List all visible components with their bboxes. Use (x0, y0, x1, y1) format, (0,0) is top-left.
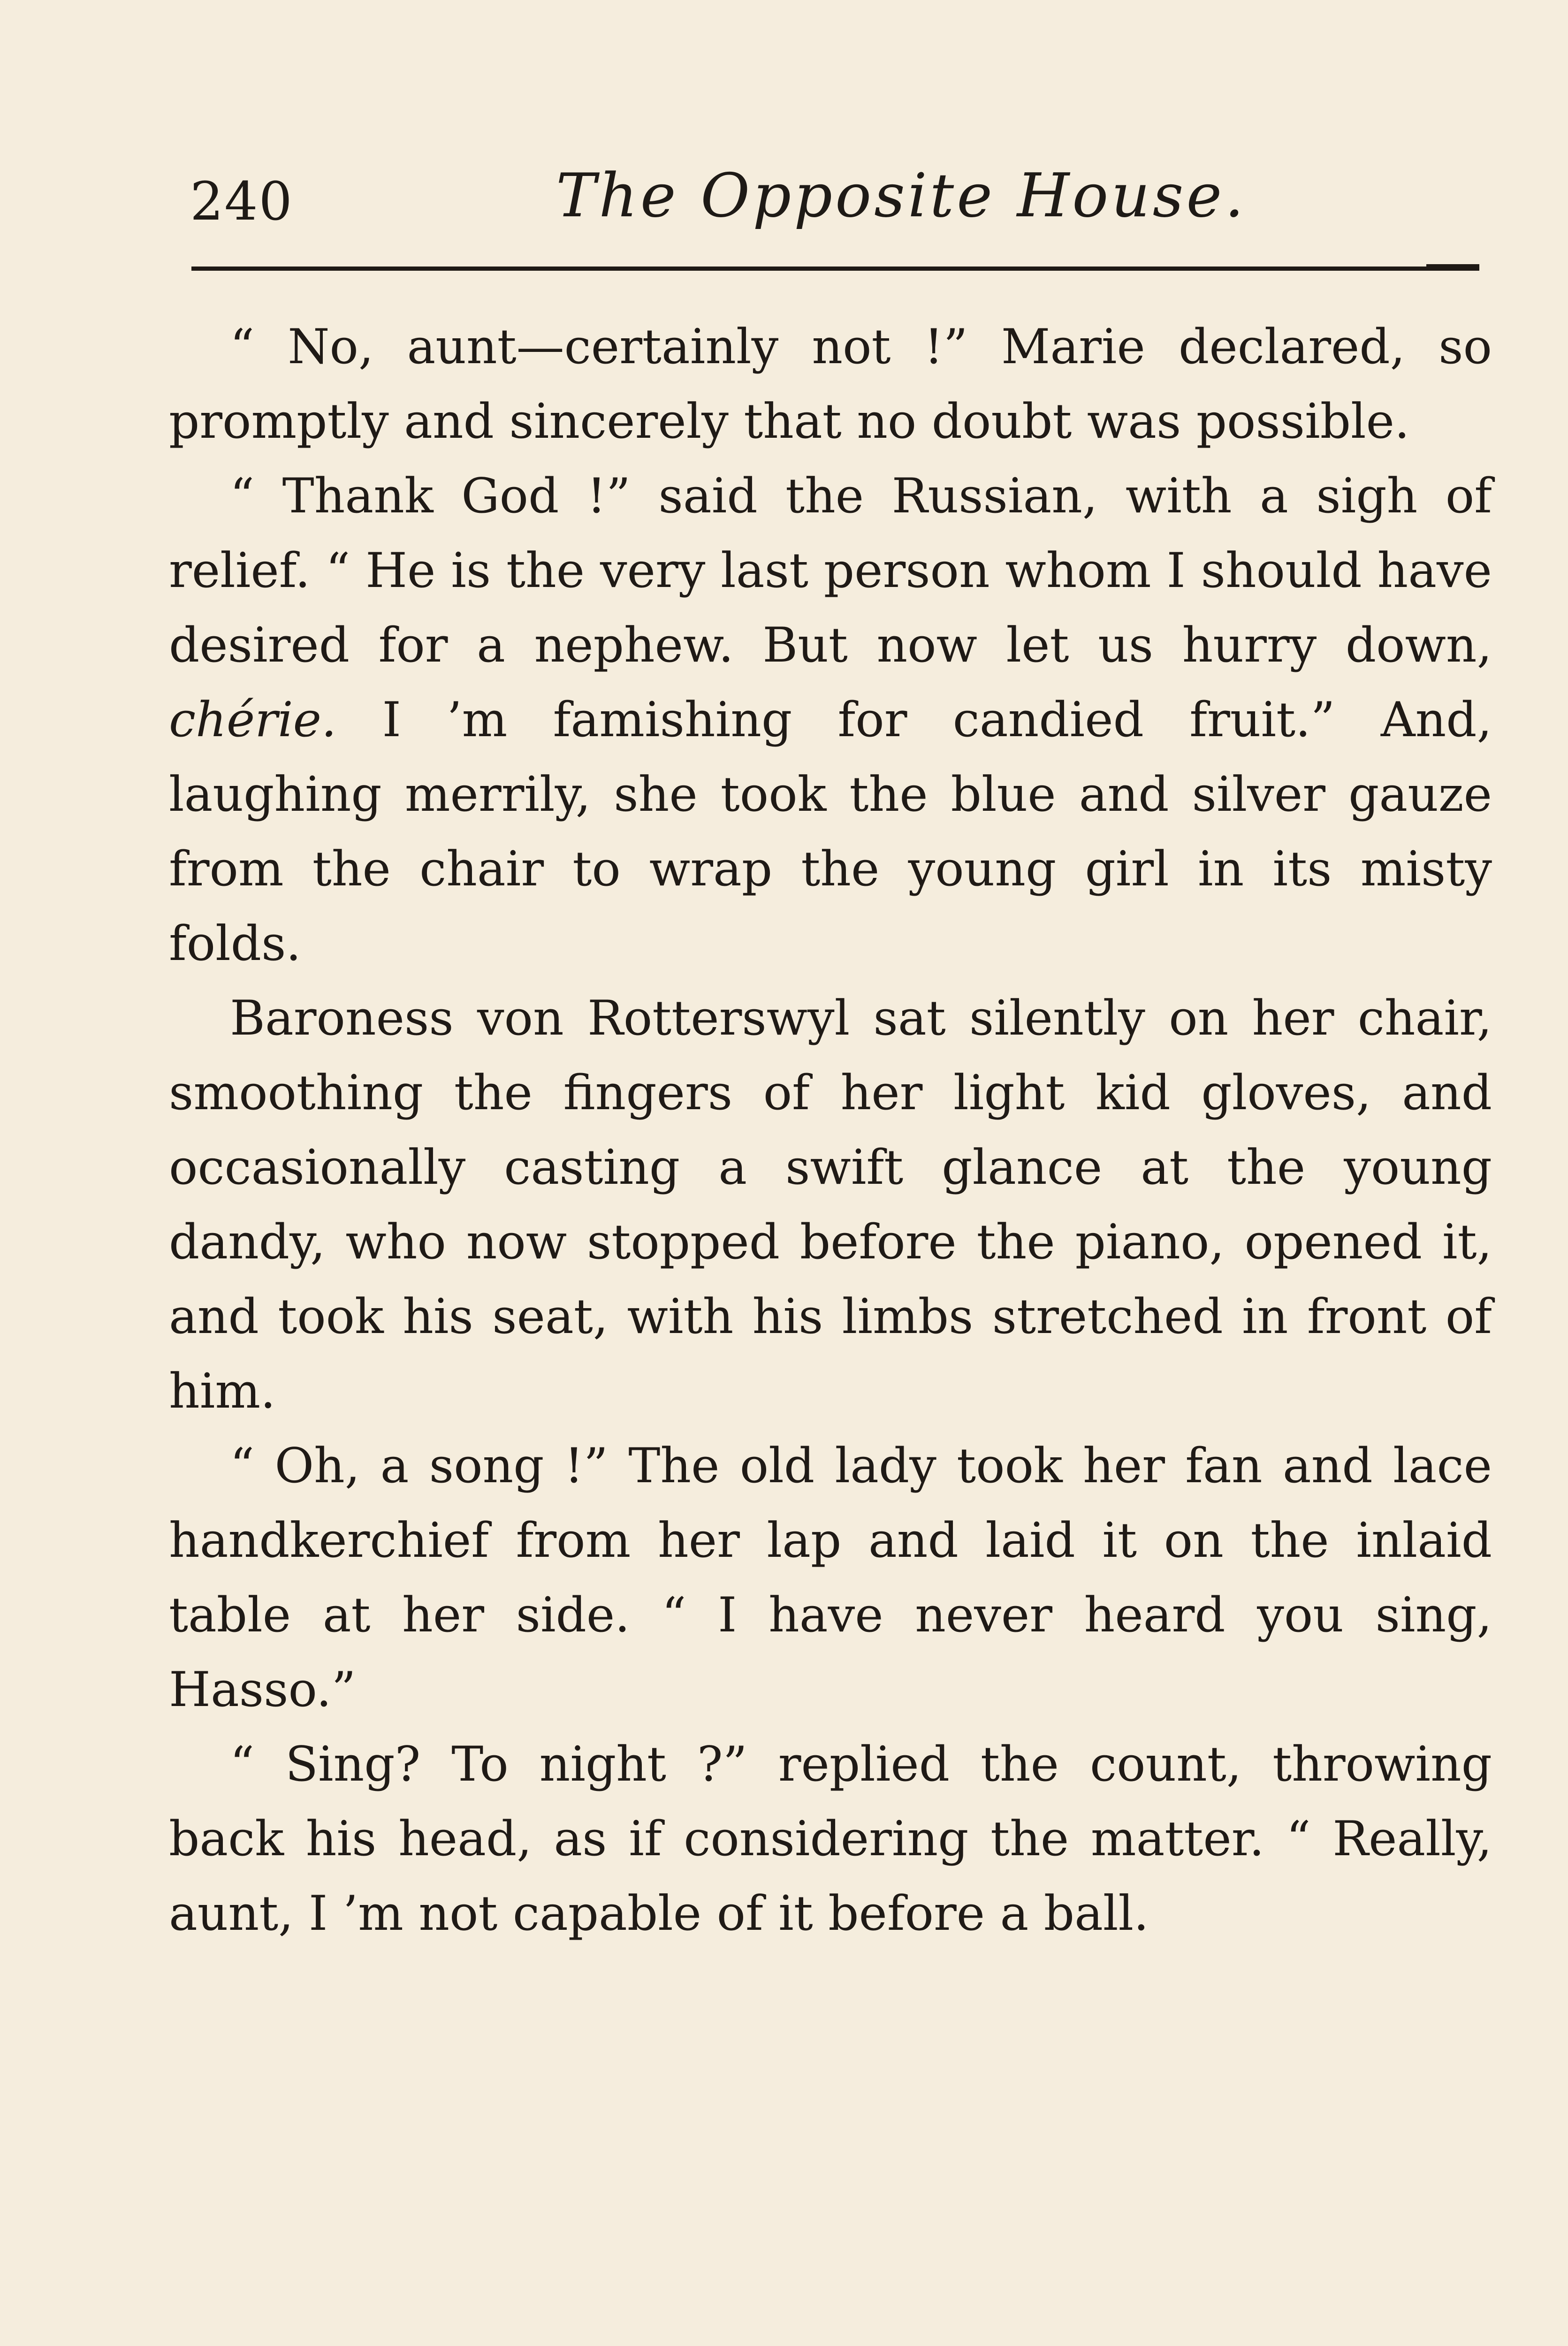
paragraph-2 (169, 459, 1492, 981)
page-number: 240 (190, 171, 293, 232)
running-title: The Opposite House. (556, 161, 1247, 231)
header-rule (191, 267, 1479, 271)
paragraph-5: “ Sing? To night ?” replied the count, throwing back his head, as if considering the matter. “ Really, aunt, I ’m not capable of it before a ball. (169, 1737, 1492, 1942)
header-rule-end (1426, 264, 1479, 271)
paragraph-3: Baroness von Rotterswyl sat silently on her chair, smoothing the fingers of her light kid gloves, and occasionally casting a swift glance at the young dandy, who now stopped before the piano, opened it, and took his seat, with his limbs stretched in front of him. (169, 990, 1492, 1419)
italic-word: chérie. (169, 692, 337, 748)
paragraph-2-end: I ’m famishing for candied fruit.” And, laughing merrily, she took the blue and silver gauze from the chair to wrap the young girl in its misty folds. (169, 692, 1492, 972)
page-header (190, 157, 1478, 232)
paragraph-2-start: “ Thank God !” said the Russian, with a sigh of relief. “ He is the very last person whom I should have desired for a nephew. But now let us hurry down, (169, 468, 1492, 673)
paragraph-1: “ No, aunt—certainly not !” Marie declared, so promptly and sincerely that no doubt was possible. (169, 319, 1492, 449)
paragraph-4: “ Oh, a song !” The old lady took her fan and lace handkerchief from her lap and laid it on the inlaid table at her side. “ I have never heard you sing, Hasso.” (169, 1438, 1492, 1718)
body-text (169, 310, 1492, 1951)
